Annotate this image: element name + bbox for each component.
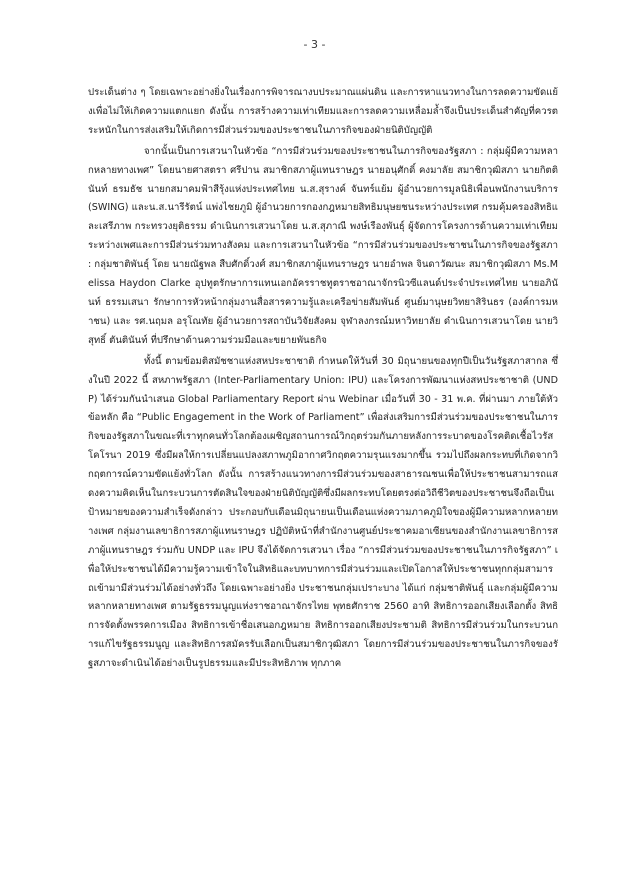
- paragraph-panel-discussions: จากนั้นเป็นการเสวนาในหัวข้อ “การมีส่วนร่วมของประชาชนในภารกิจของรัฐสภา : กลุ่มผู้มีความหลากหลายทางเพศ” โดยนายศาสตรา ศรีปาน สมาชิกสภาผู้แทนราษฎร นายอนุศักดิ์ คงมาลัย สมาชิกวุฒิสภา นายกิตตินันท์ ธรมธัช นายกสมาคมฟ้าสีรุ้งแห่งประเทศไทย น.ส.สุรางค์ จันทร์แย้ม ผู้อำนวยการมูลนิธิเพื่อนพนักงานบริการ (SWING) และน.ส.นารีรัตน์ แพ่งไชยภูมิ ผู้อำนวยการกองกฎหมายสิทธิมนุษยชนระหว่างประเทศ กรมคุ้มครองสิทธิและเสรีภาพ กระทรวงยุติธรรม ดำเนินการเสวนาโดย น.ส.สุภาณี พงษ์เรืองพันธุ์ ผู้จัดการโครงการด้านความเท่าเทียมระหว่างเพศและการมีส่วนร่วมทางสังคม และการเสวนาในหัวข้อ “การมีส่วนร่วมของประชาชนในภารกิจของรัฐสภา : กลุ่มชาติพันธุ์ โดย นายณัฐพล สืบศักดิ์วงศ์ สมาชิกสภาผู้แทนราษฎร นายอำพล จินดาวัฒนะ สมาชิกวุฒิสภา Ms.Melissa Haydon Clarke อุปทูตรักษาการแทนเอกอัครราชทูตราชอาณาจักรนิวซีแลนด์ประจำประเทศไทย นายอภินันท์ ธรรมเสนา รักษาการหัวหน้ากลุ่มงานสื่อสารความรู้และเครือข่ายสัมพันธ์ ศูนย์มานุษยวิทยาสิรินธร (องค์การมหาชน) และ รศ.นฤมล อรุโณทัย ผู้อำนวยการสถาบันวิจัยสังคม จุฬาลงกรณ์มหาวิทยาลัย ดำเนินการเสวนาโดย นายวิสุทธิ์ ตันตินันท์ ที่ปรึกษาด้านความร่วมมือและขยายพันธกิจ: [88, 145, 558, 346]
- body-text: [88, 84, 558, 676]
- page-number: - 3 -: [303, 38, 326, 51]
- paragraph-parliament-day: ทั้งนี้ ตามข้อมติสมัชชาแห่งสหประชาชาติ กำหนดให้วันที่ 30 มิถุนายนของทุกปีเป็นวันรัฐสภาสากล ซึ่งในปี 2022 นี้ สหภาพรัฐสภา (Inter-Parliamentary Union: IPU) และโครงการพัฒนาแห่งสหประชาชาติ (UNDP) ได้ร่วมกันนำเสนอ Global Parliamentary Report ผ่าน Webinar เมื่อวันที่ 30 - 31 พ.ค. ที่ผ่านมา ภายใต้หัวข้อหลัก คือ “Public Engagement in the Work of Parliament” เพื่อส่งเสริมการมีส่วนร่วมของประชาชนในภารกิจของรัฐสภาในขณะที่เราทุกคนทั่วโลกต้องเผชิญสถานการณ์วิกฤตร่วมกันภายหลังการระบาดของโรคติดเชื้อไวรัสโคโรนา 2019 ซึ่งมีผลให้การเปลี่ยนแปลงสภาพภูมิอากาศวิกฤตความรุนแรงมากขึ้น รวมไปถึงผลกระทบที่เกิดจากวิกฤตการณ์ความขัดแย้งทั่วโลก ดังนั้น การสร้างแนวทางการมีส่วนร่วมของสาธารณชนเพื่อให้ประชาชนสามารถแสดงความคิดเห็นในกระบวนการตัดสินใจของฝ่ายนิติบัญญัติซึ่งมีผลกระทบโดยตรงต่อวิถีชีวิตของประชาชนจึงถือเป็นเป้าหมายของความสำเร็จดังกล่าว ประกอบกับเดือนมิถุนายนเป็นเดือนแห่งความภาคภูมิใจของผู้มีความหลากหลายทางเพศ กลุ่มงานเลขาธิการสภาผู้แทนราษฎร ปฏิบัติหน้าที่สำนักงานศูนย์ประชาคมอาเซียนของสำนักงานเลขาธิการสภาผู้แทนราษฎร ร่วมกับ UNDP และ IPU จึงได้จัดการเสวนา เรื่อง “การมีส่วนร่วมของประชาชนในภารกิจรัฐสภา” เพื่อให้ประชาชนได้มีความรู้ความเข้าใจในสิทธิและบทบาทการมีส่วนร่วมและเปิดโอกาสให้ประชาชนทุกกลุ่มสามารถเข้ามามีส่วนร่วมได้อย่างทั่วถึง โดยเฉพาะอย่างยิ่ง ประชาชนกลุ่มเปราะบาง ได้แก่ กลุ่มชาติพันธุ์ และกลุ่มผู้มีความหลากหลายทางเพศ ตามรัฐธรรมนูญแห่งราชอาณาจักรไทย พุทธศักราช 2560 อาทิ สิทธิการออกเสียงเลือกตั้ง สิทธิการจัดตั้งพรรคการเมือง สิทธิการเข้าชื่อเสนอกฎหมาย สิทธิการออกเสียงประชามติ สิทธิการมีส่วนร่วมในกระบวนการแก้ไขรัฐธรรมนูญ และสิทธิการสมัครรับเลือกเป็นสมาชิกวุฒิสภา โดยการมีส่วนร่วมของประชาชนในภารกิจของรัฐสภาจะดำเนินได้อย่างเป็นรูปธรรมและมีประสิทธิภาพ ทุกภาค: [88, 355, 558, 670]
- paragraph-intro-continued: ประเด็นต่าง ๆ โดยเฉพาะอย่างยิ่งในเรื่องการพิจารณางบประมาณแผ่นดิน และการหาแนวทางในการลดความขัดแย้งเพื่อไม่ให้เกิดความแตกแยก ดังนั้น การสร้างความเท่าเทียมและการลดความเหลื่อมล้ำจึงเป็นประเด็นสำคัญที่ควรตระหนักในการส่งเสริมให้เกิดการมีส่วนร่วมของประชาชนในภารกิจของฝ่ายนิติบัญญัติ: [88, 87, 558, 136]
